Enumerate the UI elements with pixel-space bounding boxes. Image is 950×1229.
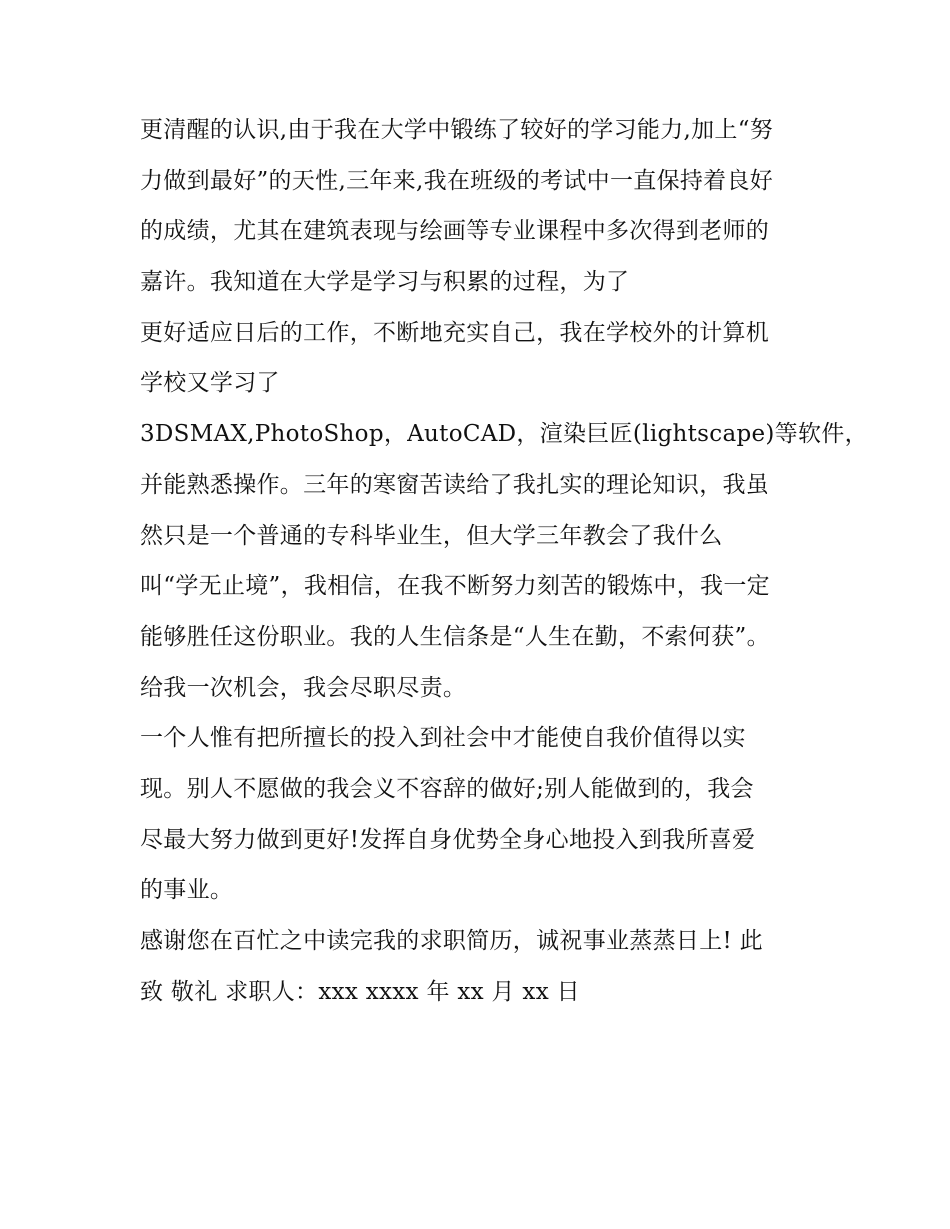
text-line: 然只是一个普通的专科毕业生，但大学三年教会了我什么 xyxy=(140,522,723,549)
text-line: 更清醒的认识,由于我在大学中锻练了较好的学习能力,加上“努 xyxy=(140,117,774,143)
text-line: 的事业。 xyxy=(140,877,234,904)
text-line: 给我一次机会，我会尽职尽责。 xyxy=(140,674,467,701)
text-line: 能够胜任这份职业。我的人生信条是“人生在勤，不索何获”。 xyxy=(140,623,770,650)
document-page xyxy=(140,105,868,1017)
text-line: 并能熟悉操作。三年的寒窗苦读给了我扎实的理论知识，我虽 xyxy=(140,471,770,498)
text-line: 力做到最好”的天性,三年来,我在班级的考试中一直保持着良好 xyxy=(140,167,774,194)
text-line: 更好适应日后的工作，不断地充实自己，我在学校外的计算机 xyxy=(140,319,770,346)
text-line: 3DSMAX,PhotoShop，AutoCAD，渲染巨匠(lightscape)等软件， xyxy=(140,421,868,448)
text-line: 的成绩，尤其在建筑表现与绘画等专业课程中多次得到老师的 xyxy=(140,218,770,245)
text-line: 嘉许。我知道在大学是学习与积累的过程，为了 xyxy=(140,269,630,296)
text-line: 现。别人不愿做的我会义不容辞的做好;别人能做到的，我会 xyxy=(140,775,754,802)
text-line: 叫“学无止境”，我相信，在我不断努力刻苦的锻炼中，我一定 xyxy=(140,573,770,600)
signature-line: 致 敬礼 求职人：xxx xxxx 年 xx 月 xx 日 xyxy=(140,978,580,1005)
text-line: 尽最大努力做到更好!发挥自身优势全身心地投入到我所喜爱 xyxy=(140,826,756,853)
text-line: 学校又学习了 xyxy=(140,370,280,397)
text-line: 一个人惟有把所擅长的投入到社会中才能使自我价值得以实 xyxy=(140,725,746,752)
text-line: 感谢您在百忙之中读完我的求职简历，诚祝事业蒸蒸日上! 此 xyxy=(140,928,763,954)
